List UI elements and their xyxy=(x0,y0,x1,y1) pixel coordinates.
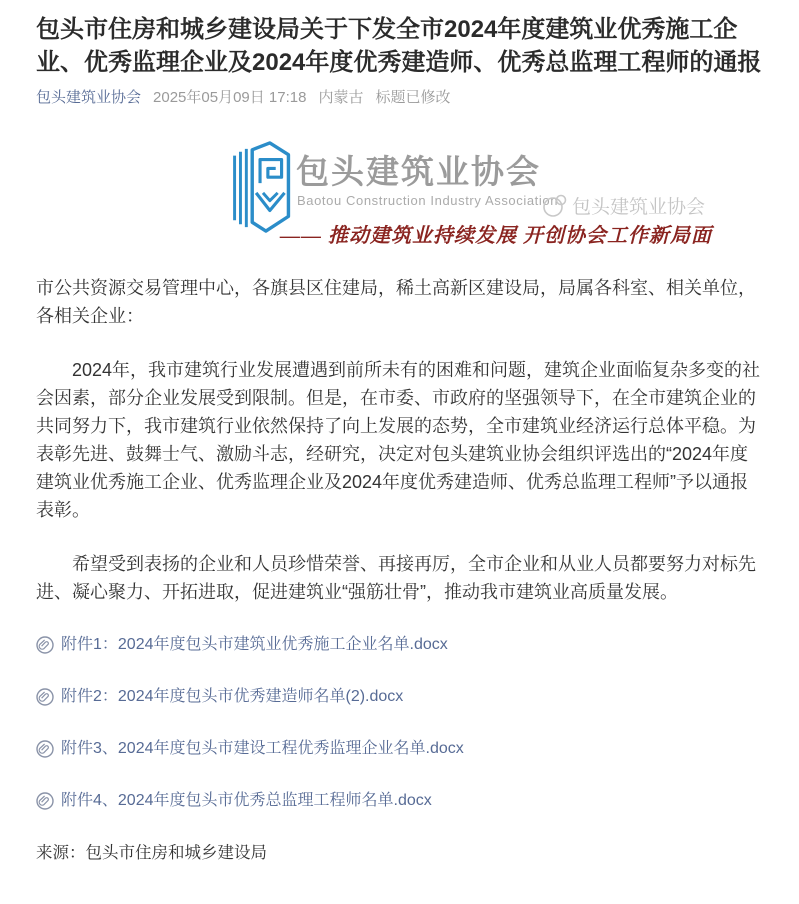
article-meta xyxy=(36,88,763,108)
publish-region: 内蒙古 xyxy=(318,89,364,106)
attachment-link-4[interactable] xyxy=(36,790,763,811)
body-paragraph: 2024年，我市建筑行业发展遭遇到前所未有的困难和问题，建筑企业面临复杂多变的社会因素，部分企业发展受到限制。但是，在市委、市政府的坚强领导下，在全市建筑企业的共同努力下，我市建筑行业依然保持了向上发展的态势，全市建筑业经济运行总体平稳。为表彰先进、鼓舞士气、激励斗志，经研究，决定对包头建筑业协会组织评选出的“2024年度建筑业优秀施工企业、优秀监理企业及2024年度优秀建造师、优秀总监理工程师”予以通报表彰。 xyxy=(36,360,761,520)
source-line: 来源：包头市住房和城乡建设局 xyxy=(36,844,267,862)
attachment-link-2[interactable] xyxy=(36,686,763,707)
paperclip-icon xyxy=(36,636,54,654)
watermark-logo-icon xyxy=(542,193,568,219)
account-link[interactable]: 包头建筑业协会 xyxy=(36,89,142,106)
attachment-label: 附件4、2024年度包头市优秀总监理工程师名单.docx xyxy=(61,792,432,809)
attachment-list xyxy=(36,634,763,811)
attachment-label: 附件1：2024年度包头市建筑业优秀施工企业名单.docx xyxy=(61,636,448,653)
article-body xyxy=(36,274,763,606)
body-paragraph: 希望受到表扬的企业和人员珍惜荣誉、再接再厉，全市企业和从业人员都要努力对标先进、凝心聚力、开拓进取，促进建筑业“强筋壮骨”，推动我市建筑业高质量发展。 xyxy=(36,554,756,602)
paperclip-icon xyxy=(36,740,54,758)
addressees-line: 市公共资源交易管理中心，各旗县区住建局，稀土高新区建设局，局属各科室、相关单位，各相关企业： xyxy=(36,278,756,326)
attachment-label: 附件3、2024年度包头市建设工程优秀监理企业名单.docx xyxy=(61,740,464,757)
banner-watermark xyxy=(542,192,705,219)
attachment-link-3[interactable] xyxy=(36,738,763,759)
attachment-link-1[interactable] xyxy=(36,634,763,655)
banner-slogan: —— 推动建筑业持续发展 开创协会工作新局面 xyxy=(280,225,712,247)
paperclip-icon xyxy=(36,688,54,706)
article-page xyxy=(0,13,799,882)
title-edited-note: 标题已修改 xyxy=(375,89,451,106)
publish-date: 2025年05月09日 17:18 xyxy=(153,89,307,106)
attachment-label: 附件2：2024年度包头市优秀建造师名单(2).docx xyxy=(61,688,404,705)
association-banner-image xyxy=(0,122,799,257)
paperclip-icon xyxy=(36,792,54,810)
banner-brand-name: 包头建筑业协会 xyxy=(296,153,541,190)
page-title: 包头市住房和城乡建设局关于下发全市2024年度建筑业优秀施工企业、优秀监理企业及2024年度优秀建造师、优秀总监理工程师的通报 xyxy=(36,16,762,76)
watermark-text: 包头建筑业协会 xyxy=(572,197,706,218)
banner-brand-name-english: Baotou Construction Industry Association xyxy=(297,193,559,208)
